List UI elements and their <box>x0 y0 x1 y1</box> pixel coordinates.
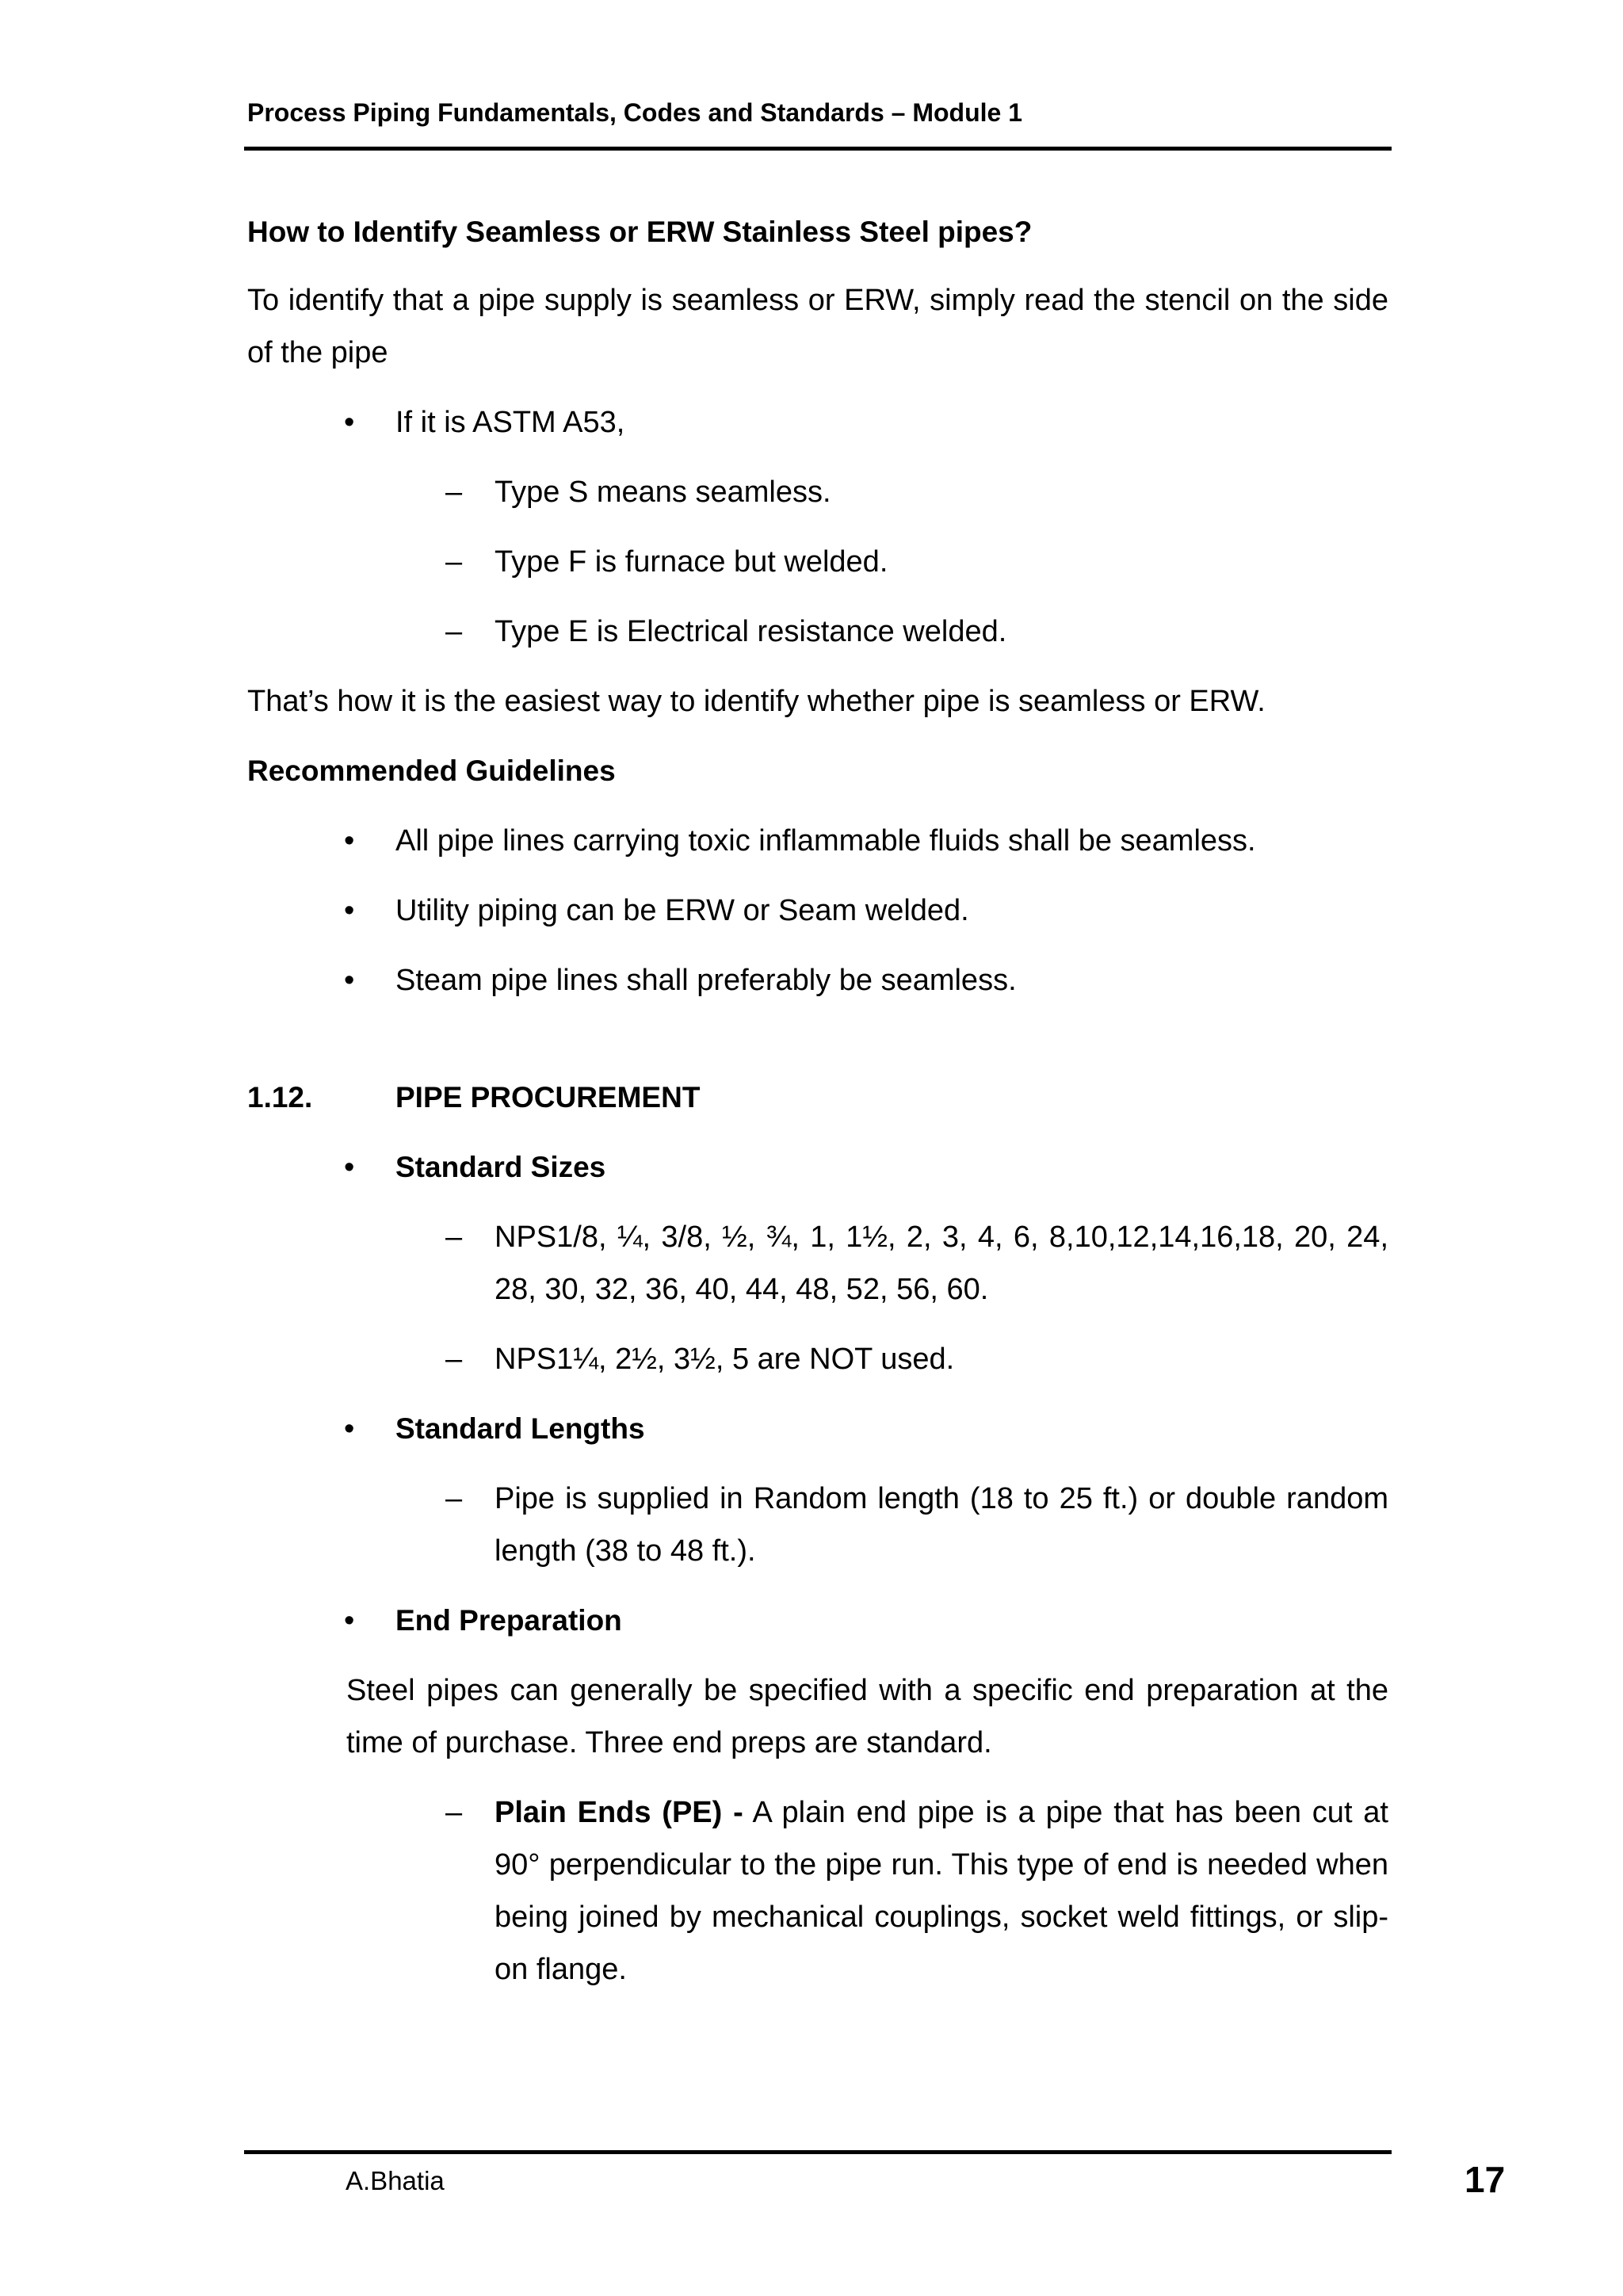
running-header-title: Process Piping Fundamentals, Codes and Standards – Module 1 <box>247 98 1022 127</box>
list-item <box>247 466 1388 518</box>
bullet-icon: • <box>344 894 355 927</box>
list-item <box>247 396 1388 449</box>
dash-icon: – <box>445 1221 463 1254</box>
type-item: Type F is furnace but welded. <box>495 545 888 579</box>
dash-icon: – <box>445 615 463 648</box>
list-item <box>247 815 1388 867</box>
dash-icon: – <box>445 1482 463 1515</box>
guidelines-heading: Recommended Guidelines <box>247 755 616 787</box>
guideline-item: Utility piping can be ERW or Seam welded. <box>395 894 969 927</box>
header-rule <box>244 147 1392 151</box>
bullet-icon: • <box>344 824 355 858</box>
type-item: Type S means seamless. <box>495 476 831 509</box>
bullet-icon: • <box>344 406 355 439</box>
list-item <box>247 1786 1388 1996</box>
list-item <box>247 954 1388 1007</box>
list-item <box>247 536 1388 588</box>
bullet-icon: • <box>344 1151 355 1184</box>
bullet-icon: • <box>344 1412 355 1446</box>
sizes-item: NPS1¼, 2½, 3½, 5 are NOT used. <box>495 1343 955 1376</box>
bullet-icon: • <box>344 964 355 997</box>
plain-ends-text: A plain end pipe is a pipe that has been cut at 90° perpendicular to the pipe run. This type of end is needed when being joined by mechanical couplings, socket weld fittings, or slip-on flange. <box>495 1796 1388 1986</box>
section-number: 1.12. <box>247 1081 313 1114</box>
plain-ends-label: Plain Ends (PE) - <box>495 1796 743 1829</box>
list-item <box>247 1473 1388 1577</box>
footer-author: A.Bhatia <box>346 2166 445 2195</box>
lengths-heading: Standard Lengths <box>395 1412 645 1445</box>
list-item <box>247 1141 1388 1194</box>
lengths-item: Pipe is supplied in Random length (18 to 25 ft.) or double random length (38 to 48 ft.). <box>495 1482 1388 1568</box>
list-item <box>247 1211 1388 1316</box>
list-item <box>247 1595 1388 1647</box>
section-heading <box>247 1072 1388 1124</box>
footer-rule <box>244 2150 1392 2154</box>
list-item <box>247 606 1388 658</box>
page-body <box>247 190 1388 1996</box>
end-prep-heading: End Preparation <box>395 1604 622 1637</box>
guideline-item: Steam pipe lines shall preferably be seamless. <box>395 964 1017 997</box>
end-prep-paragraph <box>247 1664 1388 1769</box>
plain-ends-item <box>495 1786 1388 1996</box>
dash-icon: – <box>445 476 463 509</box>
type-item: Type E is Electrical resistance welded. <box>495 615 1007 648</box>
dash-icon: – <box>445 545 463 579</box>
end-prep-intro: Steel pipes can generally be specified with a specific end preparation at the time of purchase. Three end preps are standard. <box>346 1674 1388 1759</box>
bullet-icon: • <box>344 1604 355 1637</box>
sizes-heading: Standard Sizes <box>395 1151 606 1183</box>
identify-conclusion: That’s how it is the easiest way to identify whether pipe is seamless or ERW. <box>247 685 1266 718</box>
identify-heading: How to Identify Seamless or ERW Stainless Steel pipes? <box>247 216 1033 248</box>
dash-icon: – <box>445 1343 463 1376</box>
guideline-item: All pipe lines carrying toxic inflammable fluids shall be seamless. <box>395 824 1256 858</box>
section-title: PIPE PROCUREMENT <box>395 1081 701 1114</box>
list-item <box>247 1333 1388 1385</box>
astm-bullet: If it is ASTM A53, <box>395 406 625 439</box>
list-item <box>247 884 1388 937</box>
dash-icon: – <box>445 1796 463 1829</box>
sizes-item: NPS1/8, ¼, 3/8, ½, ¾, 1, 1½, 2, 3, 4, 6, 8,10,12,14,16,18, 20, 24, 28, 30, 32, 36, 40, 44, 48, 52, 56, 60. <box>495 1221 1388 1306</box>
page-number: 17 <box>1465 2159 1506 2200</box>
list-item <box>247 1403 1388 1455</box>
identify-intro: To identify that a pipe supply is seamless or ERW, simply read the stencil on the side of the pipe <box>247 284 1388 369</box>
